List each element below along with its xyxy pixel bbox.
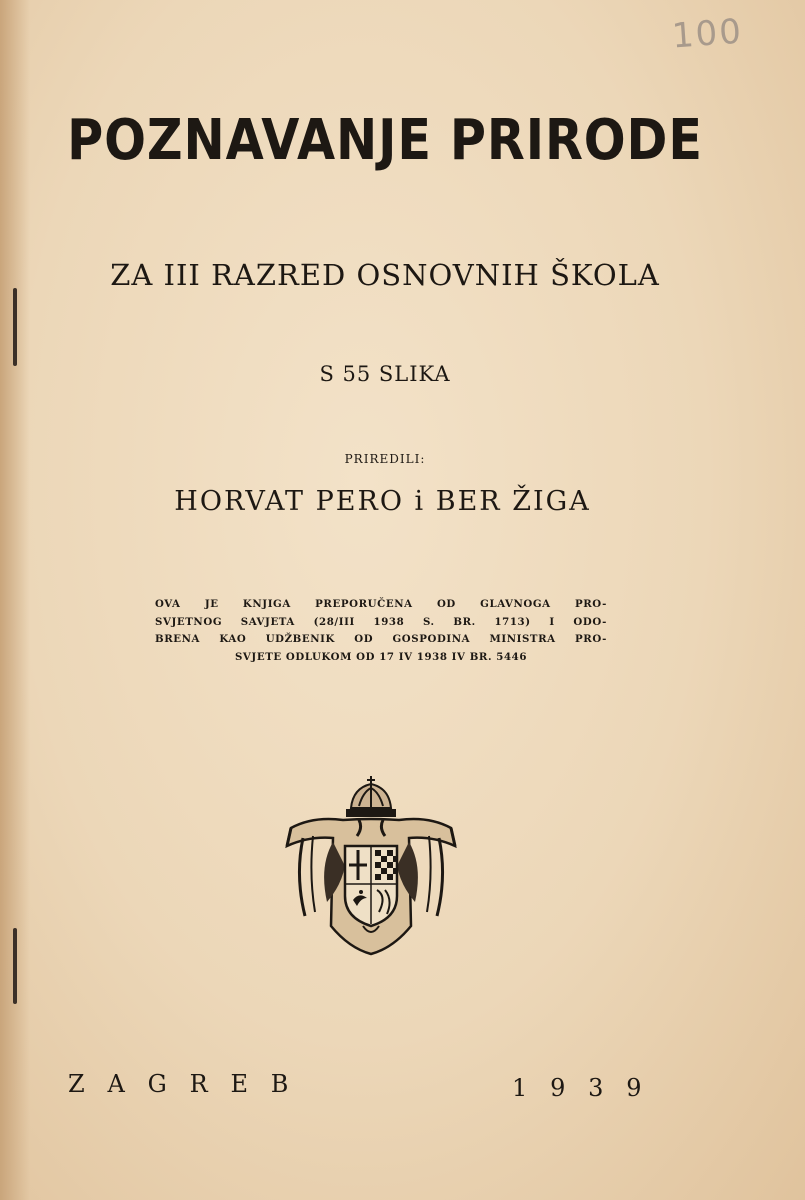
approval-line: SVJETNOG SAVJETA (28/III 1938 S. BR. 1713) I ODO- — [155, 615, 607, 628]
publication-city: ZAGREB — [68, 1070, 312, 1098]
publication-year: 1939 — [512, 1074, 665, 1102]
approval-line: SVJETE ODLUKOM OD 17 IV 1938 IV BR. 5446 — [234, 650, 528, 663]
book-subtitle: ZA III RAZRED OSNOVNIH ŠKOLA — [110, 258, 660, 292]
royal-coat-of-arms-icon — [283, 776, 459, 956]
staple-bottom — [13, 928, 17, 1004]
staple-top — [13, 288, 17, 366]
page-edge-shadow — [0, 0, 30, 1200]
approval-line: OVA JE KNJIGA PREPORUČENA OD GLAVNOGA PRO- — [155, 598, 607, 610]
approval-notice — [155, 596, 607, 666]
illustrations-count: S 55 SLIKA — [319, 362, 451, 386]
approval-line: BRENA KAO UDŽBENIK OD GOSPODINA MINISTRA PRO- — [155, 633, 607, 645]
book-title: POZNAVANJE PRIRODE — [67, 108, 703, 173]
prepared-by-label: PRIREDILI: — [344, 452, 426, 466]
pencil-mark: 100 — [670, 11, 745, 57]
authors: HORVAT PERO i BER ŽIGA — [174, 486, 591, 517]
